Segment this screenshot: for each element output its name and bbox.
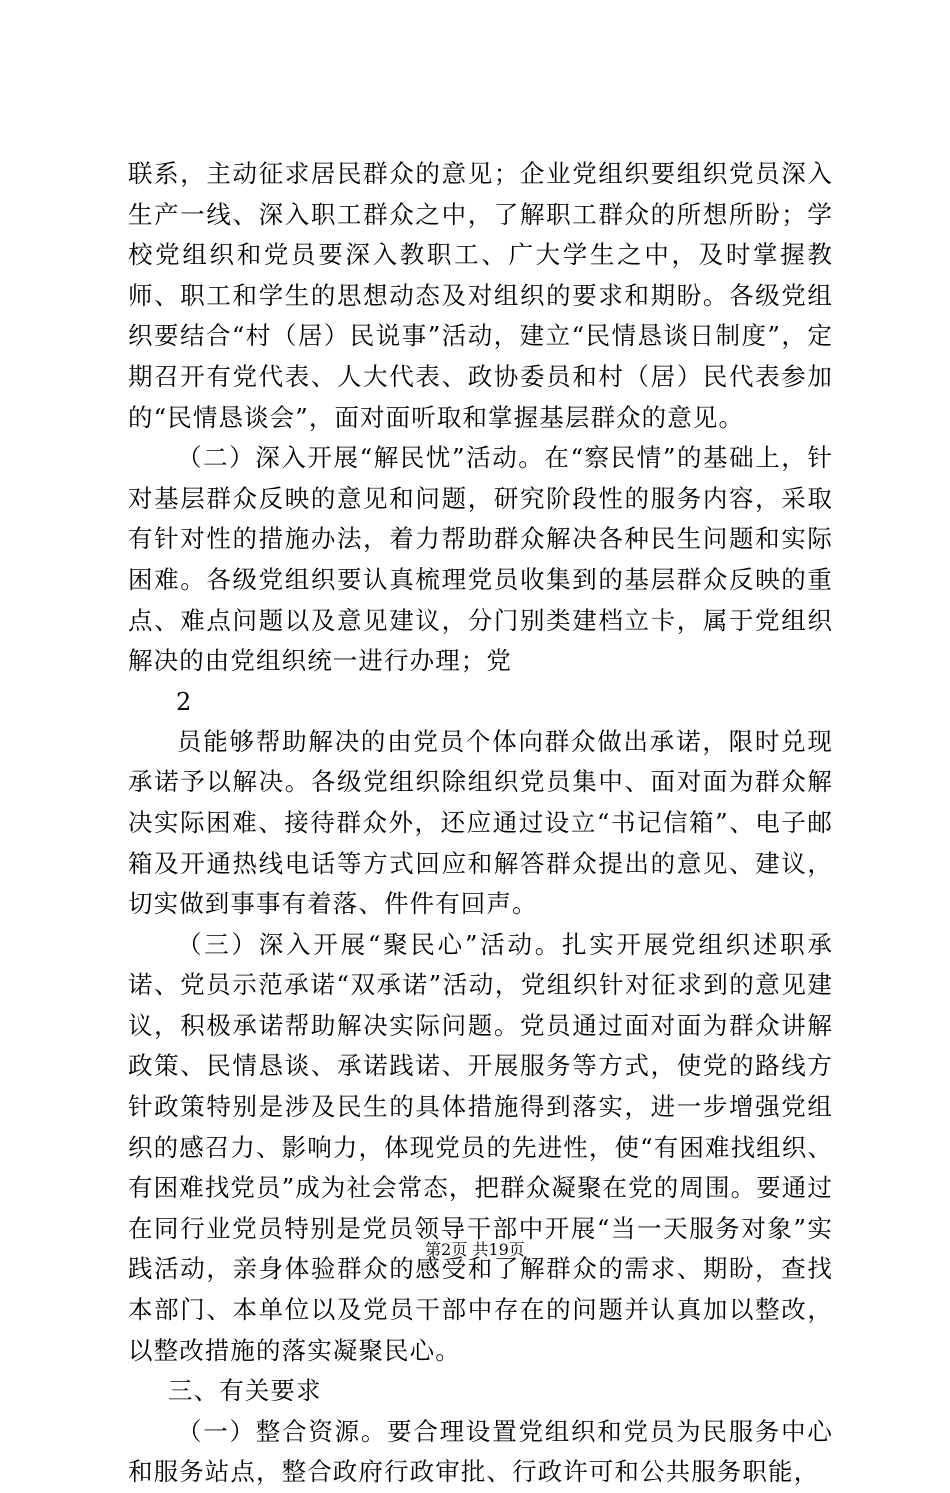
document-body [128,154,833,1493]
paragraph-2: （二）深入开展“解民忧”活动。在“察民情”的基础上，针对基层群众反映的意见和问题，研究阶段性的服务内容，采取有针对性的措施办法，着力帮助群众解决各种民生问题和实际困难。各级党组织要认真梳理党员收集到的基层群众反映的重点、难点问题以及意见建议，分门别类建档立卡，属于党组织解决的由党组织统一进行办理；党 [128,443,833,676]
page-footer: 第2页 共19页 [425,1240,525,1259]
paragraph-1: 联系，主动征求居民群众的意见；企业党组织要组织党员深入生产一线、深入职工群众之中，了解职工群众的所想所盼；学校党组织和党员要深入教职工、广大学生之中，及时掌握教师、职工和学生的思想动态及对组织的要求和期盼。各级党组织要结合“村（居）民说事”活动，建立“民情恳谈日制度”，定期召开有党代表、人大代表、政协委员和村（居）民代表参加的“民情恳谈会”，面对面听取和掌握基层群众的意见。 [128,159,833,432]
paragraph-3: 员能够帮助解决的由党员个体向群众做出承诺，限时兑现承诺予以解决。各级党组织除组织党员集中、面对面为群众解决实际困难、接待群众外，还应通过设立“书记信箱”、电子邮箱及开通热线电话等方式回应和解答群众提出的意见、建议，切实做到事事有着落、件件有回声。 [128,726,833,919]
paragraph-5: （一）整合资源。要合理设置党组织和党员为民服务中心和服务站点，整合政府行政审批、行政许可和公共服务职能， [128,1416,833,1487]
page-marker: 2 [176,687,192,716]
section-heading-3: 三、有关要求 [168,1376,322,1406]
paragraph-4: （三）深入开展“聚民心”活动。扎实开展党组织述职承诺、党员示范承诺“双承诺”活动，党组织针对征求到的意见建议，积极承诺帮助解决实际问题。党员通过面对面为群众讲解政策、民情恳谈、承诺践诺、开展服务等方式，使党的路线方针政策特别是涉及民生的具体措施得到落实，进一步增强党组织的感召力、影响力，体现党员的先进性，使“有困难找组织、有困难找党员”成为社会常态，把群众凝聚在党的周围。要通过在同行业党员特别是党员领导干部中开展“当一天服务对象”实践活动，亲身体验群众的感受和了解群众的需求、期盼，查找本部门、本单位以及党员干部中存在的问题并认真加以整改，以整改措施的落实凝聚民心。 [128,929,833,1365]
